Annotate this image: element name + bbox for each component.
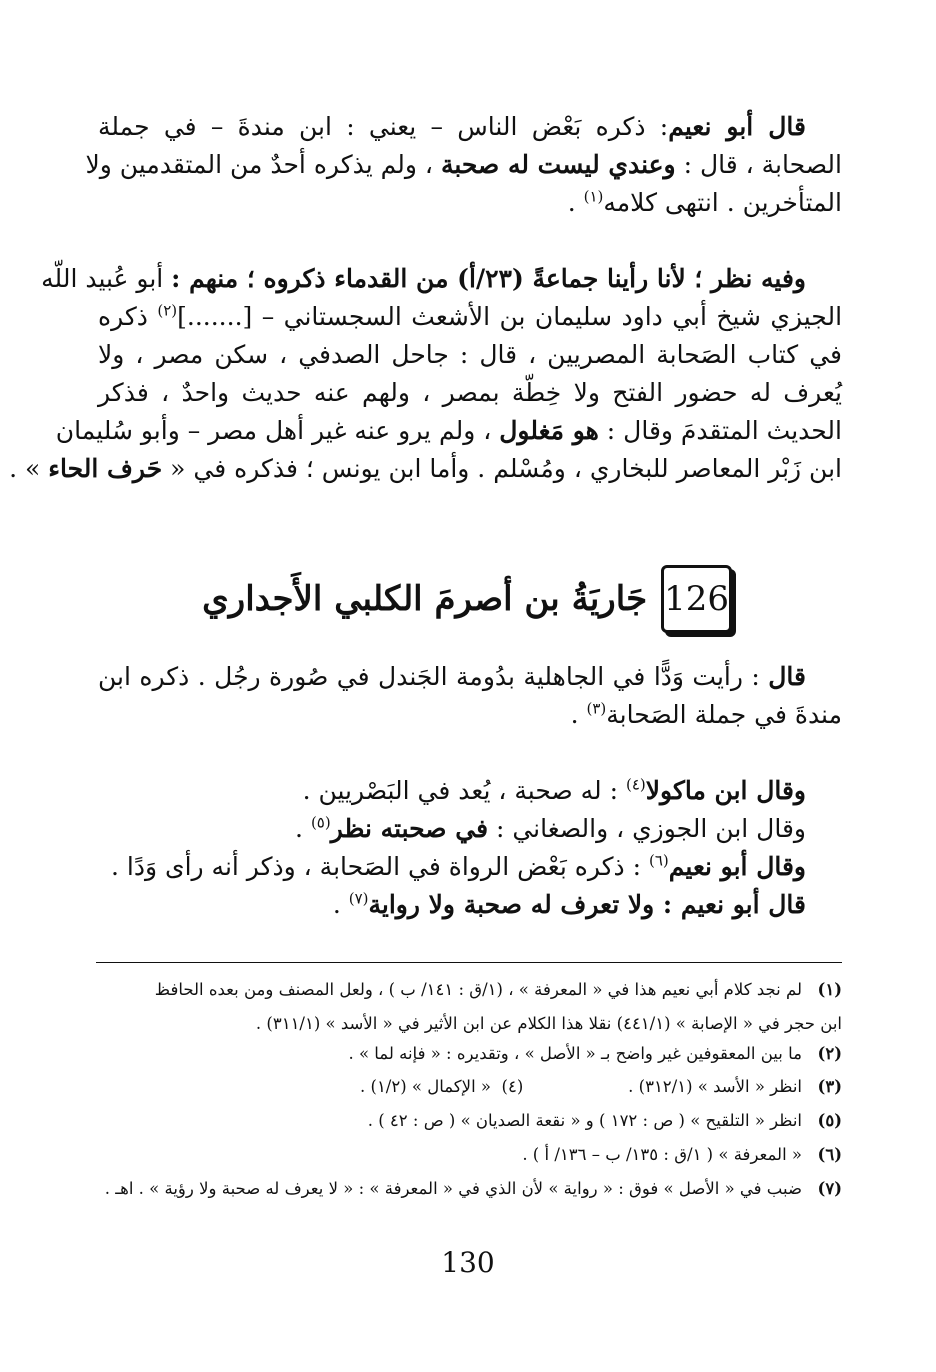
text-run: ابن زَبْر المعاصر للبخاري ، ومُسْلم . وأما ابن يونس ؛ فذكره في «: [162, 454, 842, 483]
footnote-ref: (٤): [625, 775, 646, 794]
bold-text: قال: [768, 662, 806, 691]
bold-text: وقال ابن ماكولا: [645, 776, 806, 805]
paragraph-abu-nuaim-2: [98, 848, 842, 886]
footnote-ref: (٣): [586, 699, 607, 718]
footnote-ref: (١): [583, 187, 604, 206]
text-line: [98, 336, 842, 374]
entry-heading: [202, 560, 732, 638]
bold-text: في صحبته نظر: [330, 814, 489, 843]
text-line: [9, 450, 842, 488]
footnote-text: ضبب في « الأصل » فوق : « رواية » لأن الذي في « المعرفة » : « لا يعرف له صحبة ولا رؤية » . اهـ .: [104, 1179, 802, 1198]
bold-text: حَرف الحاء: [48, 454, 163, 483]
footnote-item: [96, 1010, 882, 1038]
footnote-number: (٣): [817, 1077, 842, 1096]
footnote-text: « المعرفة » ( ١/ق : ١٣٥/ ب – ١٣٦/ أ ) .: [522, 1145, 802, 1164]
footnote-text: انظر « الأسد » (٣١٢/١) . (٤) « الإكمال » (١/٢) .: [360, 1077, 802, 1096]
text-run: ، ولم يذكره أحدٌ من المتقدمين ولا: [85, 150, 441, 179]
text-run: يُعرف له حضور الفتح ولا خِطّة بمصر ، ولهم عنه حديث واحدٌ ، فذكر: [98, 378, 842, 407]
text-run: .: [567, 188, 584, 217]
bold-text: قال أبو نعيم: [668, 112, 806, 141]
text-run: ، ولم يرو عنه غير أهل مصر – وأبو سُليمان: [55, 416, 500, 445]
text-run: الصحابة ، قال :: [675, 150, 842, 179]
text-run: وقال ابن الجوزي ، والصغاني :: [488, 814, 806, 843]
text-run: ذكره: [98, 302, 158, 331]
footnote-number: (٥): [817, 1111, 842, 1130]
footnote-item: [96, 1141, 842, 1169]
footnote-item: [96, 1040, 842, 1068]
text-run: : له صحبة ، يُعد في البَصْريين .: [302, 776, 626, 805]
text-run: : رأيت وَدًّا في الجاهلية بدُومة الجَندل في صُورة رجُل . ذكره ابن: [98, 662, 769, 691]
paragraph-abu-nuaim-3: [98, 889, 842, 924]
text-run: في كتاب الصَحابة المصريين ، قال : جاحل الصدفي ، سكن مصر ، ولا: [98, 340, 842, 369]
text-line: [85, 146, 842, 184]
footnote-ref: (٧): [348, 889, 369, 908]
bold-text: هو مَغلول: [499, 416, 599, 445]
text-run: أبو عُبيد اللّه: [41, 264, 172, 293]
text-run: : ذكره بَعْض الناس – يعني : ابن مندةَ – في جملة: [98, 112, 669, 141]
bold-text: وقال أبو نعيم: [668, 852, 806, 881]
paragraph-abu-nuaim: [85, 108, 842, 222]
paragraph-wadd: [98, 658, 842, 734]
entry-number: 126: [664, 579, 729, 619]
footnote-ref: (٥): [310, 813, 331, 832]
footnote-text: ابن حجر في « الإصابة » (٤٤١/١) نقلا هذا الكلام عن ابن الأثير في « الأسد » (٣١١/١) .: [255, 1014, 842, 1033]
bold-text: قال أبو نعيم : ولا تعرف له صحبة ولا رواية: [368, 890, 806, 919]
text-run: الحديث المتقدمَ وقال :: [598, 416, 842, 445]
text-run: .: [570, 700, 587, 729]
footnote-item: [96, 1107, 842, 1135]
text-line: [55, 412, 842, 450]
text-line: [98, 658, 842, 696]
paragraph-ibn-jawzi: [98, 810, 842, 848]
text-line: [98, 696, 842, 734]
footnote-number: (٧): [817, 1179, 842, 1198]
page-number: 130: [441, 1246, 495, 1279]
text-line: [98, 298, 842, 336]
entry-number-box: [661, 565, 732, 633]
text-line: [98, 108, 842, 146]
text-line: [98, 184, 842, 222]
text-run: المتأخرين . انتهى كلامه: [603, 188, 842, 217]
paragraph-ibn-makula: [98, 772, 842, 810]
footnote-number: (٢): [817, 1044, 842, 1063]
footnote-text: انظر « التلقيح » ( ص : ١٧٢ ) و « نقعة الصديان » ( ص : ٤٢ ) .: [367, 1111, 802, 1130]
text-line: [98, 374, 842, 412]
footnote-text: لم نجد كلام أبي نعيم هذا في « المعرفة » ، (١/ق : ١٤١/ ب ) ، ولعل المصنف ومن بعده الحافظ: [154, 980, 802, 999]
text-run: : ذكره بَعْض الرواة في الصَحابة ، وذكر أنه رأى وَدًا .: [111, 852, 649, 881]
footnote-item: [96, 976, 842, 1004]
footnote-text: ما بين المعقوفين غير واضح بـ « الأصل » ، وتقديره : « فإنه لما » .: [348, 1044, 802, 1063]
bold-text: وعندي ليست له صحبة: [440, 150, 676, 179]
footnote-number: (١): [817, 980, 842, 999]
text-run: .: [332, 890, 349, 919]
text-run: مندةَ في جملة الصَحابة: [606, 700, 842, 729]
text-run: » .: [9, 454, 49, 483]
footnote-item: [96, 1073, 842, 1101]
footnote-ref: (٦): [648, 851, 669, 870]
text-run: الجيزي شيخ أبي داود سليمان بن الأشعث السجستاني – [.......]: [177, 302, 843, 331]
footnote-ref: (٢): [157, 301, 178, 320]
entry-title: جَاريَةُ بن أصرمَ الكلبي الأَجداري: [202, 579, 648, 619]
footnote-item: [96, 1175, 842, 1203]
text-run: .: [295, 814, 311, 843]
paragraph-critique: [9, 260, 843, 488]
footnote-divider: [96, 962, 842, 963]
bold-text: وفيه نظر ؛ لأنا رأينا جماعةً (٢٣/أ) من القدماء ذكروه ؛ منهم :: [171, 264, 806, 293]
footnote-number: (٦): [817, 1145, 842, 1164]
text-line: [41, 260, 842, 298]
